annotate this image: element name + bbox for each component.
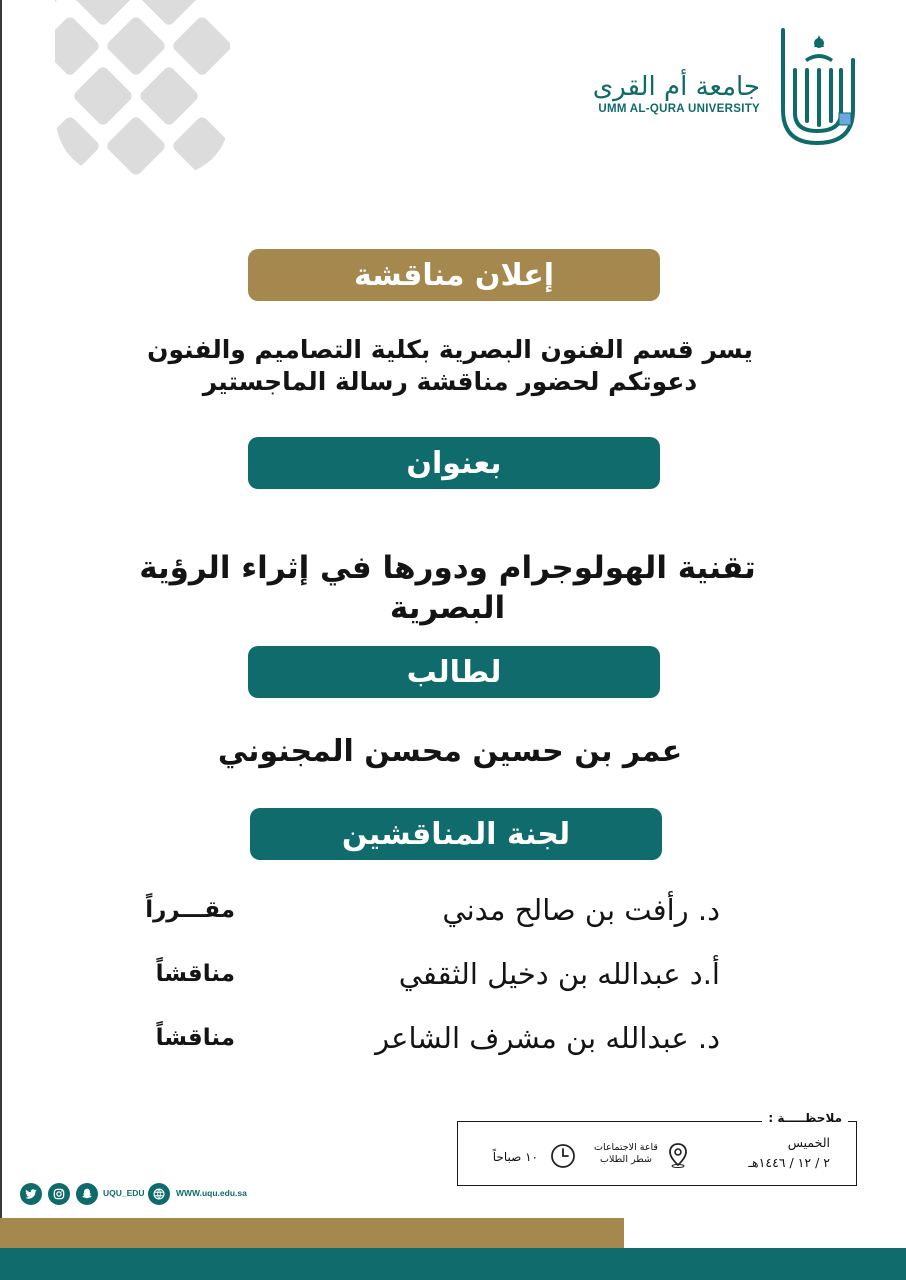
announcement-heading: إعلان مناقشة: [353, 257, 555, 293]
committee-member-name: أ.د عبدالله بن دخيل الثقفي: [398, 957, 720, 991]
invitation-text: [100, 334, 800, 398]
university-name-english: UMM AL-QURA UNIVERSITY: [598, 103, 760, 115]
committee-member-role: مناقشاً: [155, 961, 235, 987]
committee-member-role: مناقشاً: [155, 1025, 235, 1051]
event-details-box: [457, 1111, 857, 1186]
event-date: ٢ / ١٢ / ١٤٤٦هـ: [748, 1155, 830, 1170]
decorative-lattice-pattern: [55, 0, 230, 180]
committee-member-role: مقـــرراً: [145, 897, 235, 923]
committee-member-name: د. عبدالله بن مشرف الشاعر: [375, 1021, 720, 1055]
event-location: [586, 1142, 666, 1166]
student-name: عمر بن حسين محسن المجنوني: [217, 734, 683, 769]
clock-icon: [550, 1143, 576, 1169]
thesis-title: تقنية الهولوجرام ودورها في إثراء الرؤية البصرية: [139, 550, 756, 626]
committee-heading-banner: [250, 808, 662, 860]
committee-member: [120, 893, 720, 933]
event-time: ١٠ صباحاً: [492, 1150, 538, 1164]
student-heading: لطالب: [406, 654, 502, 690]
announcement-heading-banner: [248, 249, 660, 301]
twitter-icon[interactable]: [20, 1183, 42, 1205]
event-location-line-1: قاعة الاجتماعات: [594, 1142, 658, 1153]
university-emblem-icon: [775, 25, 865, 155]
globe-icon[interactable]: [148, 1183, 170, 1205]
event-day: الخميس: [787, 1135, 830, 1150]
thesis-heading-banner: [248, 437, 660, 489]
instagram-icon[interactable]: [48, 1183, 70, 1205]
footer-gold-bar: [0, 1218, 624, 1248]
student-heading-banner: [248, 646, 660, 698]
note-label: ملاحظـــــة :: [762, 1111, 848, 1125]
committee-member-name: د. رأفت بن صالح مدني: [442, 893, 720, 927]
committee-member: [120, 957, 720, 997]
university-logo-text: [540, 72, 760, 116]
committee-heading: لجنة المناقشين: [341, 816, 571, 852]
snapchat-icon[interactable]: [76, 1183, 98, 1205]
website-link[interactable]: WWW.uqu.edu.sa: [176, 1188, 247, 1198]
social-handle[interactable]: UQU_EDU: [103, 1188, 145, 1198]
location-pin-icon: [667, 1142, 689, 1168]
committee-member: [120, 1021, 720, 1061]
footer-teal-bar: [0, 1248, 906, 1280]
thesis-heading: بعنوان: [406, 445, 502, 481]
university-name-arabic: جامعة أم القرى: [592, 72, 760, 102]
event-location-line-2: شطر الطلاب: [600, 1154, 652, 1165]
invitation-line-1: يسر قسم الفنون البصرية بكلية التصاميم والفنون: [147, 335, 753, 364]
invitation-line-2: دعوتكم لحضور مناقشة رسالة الماجستير: [202, 367, 698, 396]
page-left-border: [0, 0, 2, 1280]
